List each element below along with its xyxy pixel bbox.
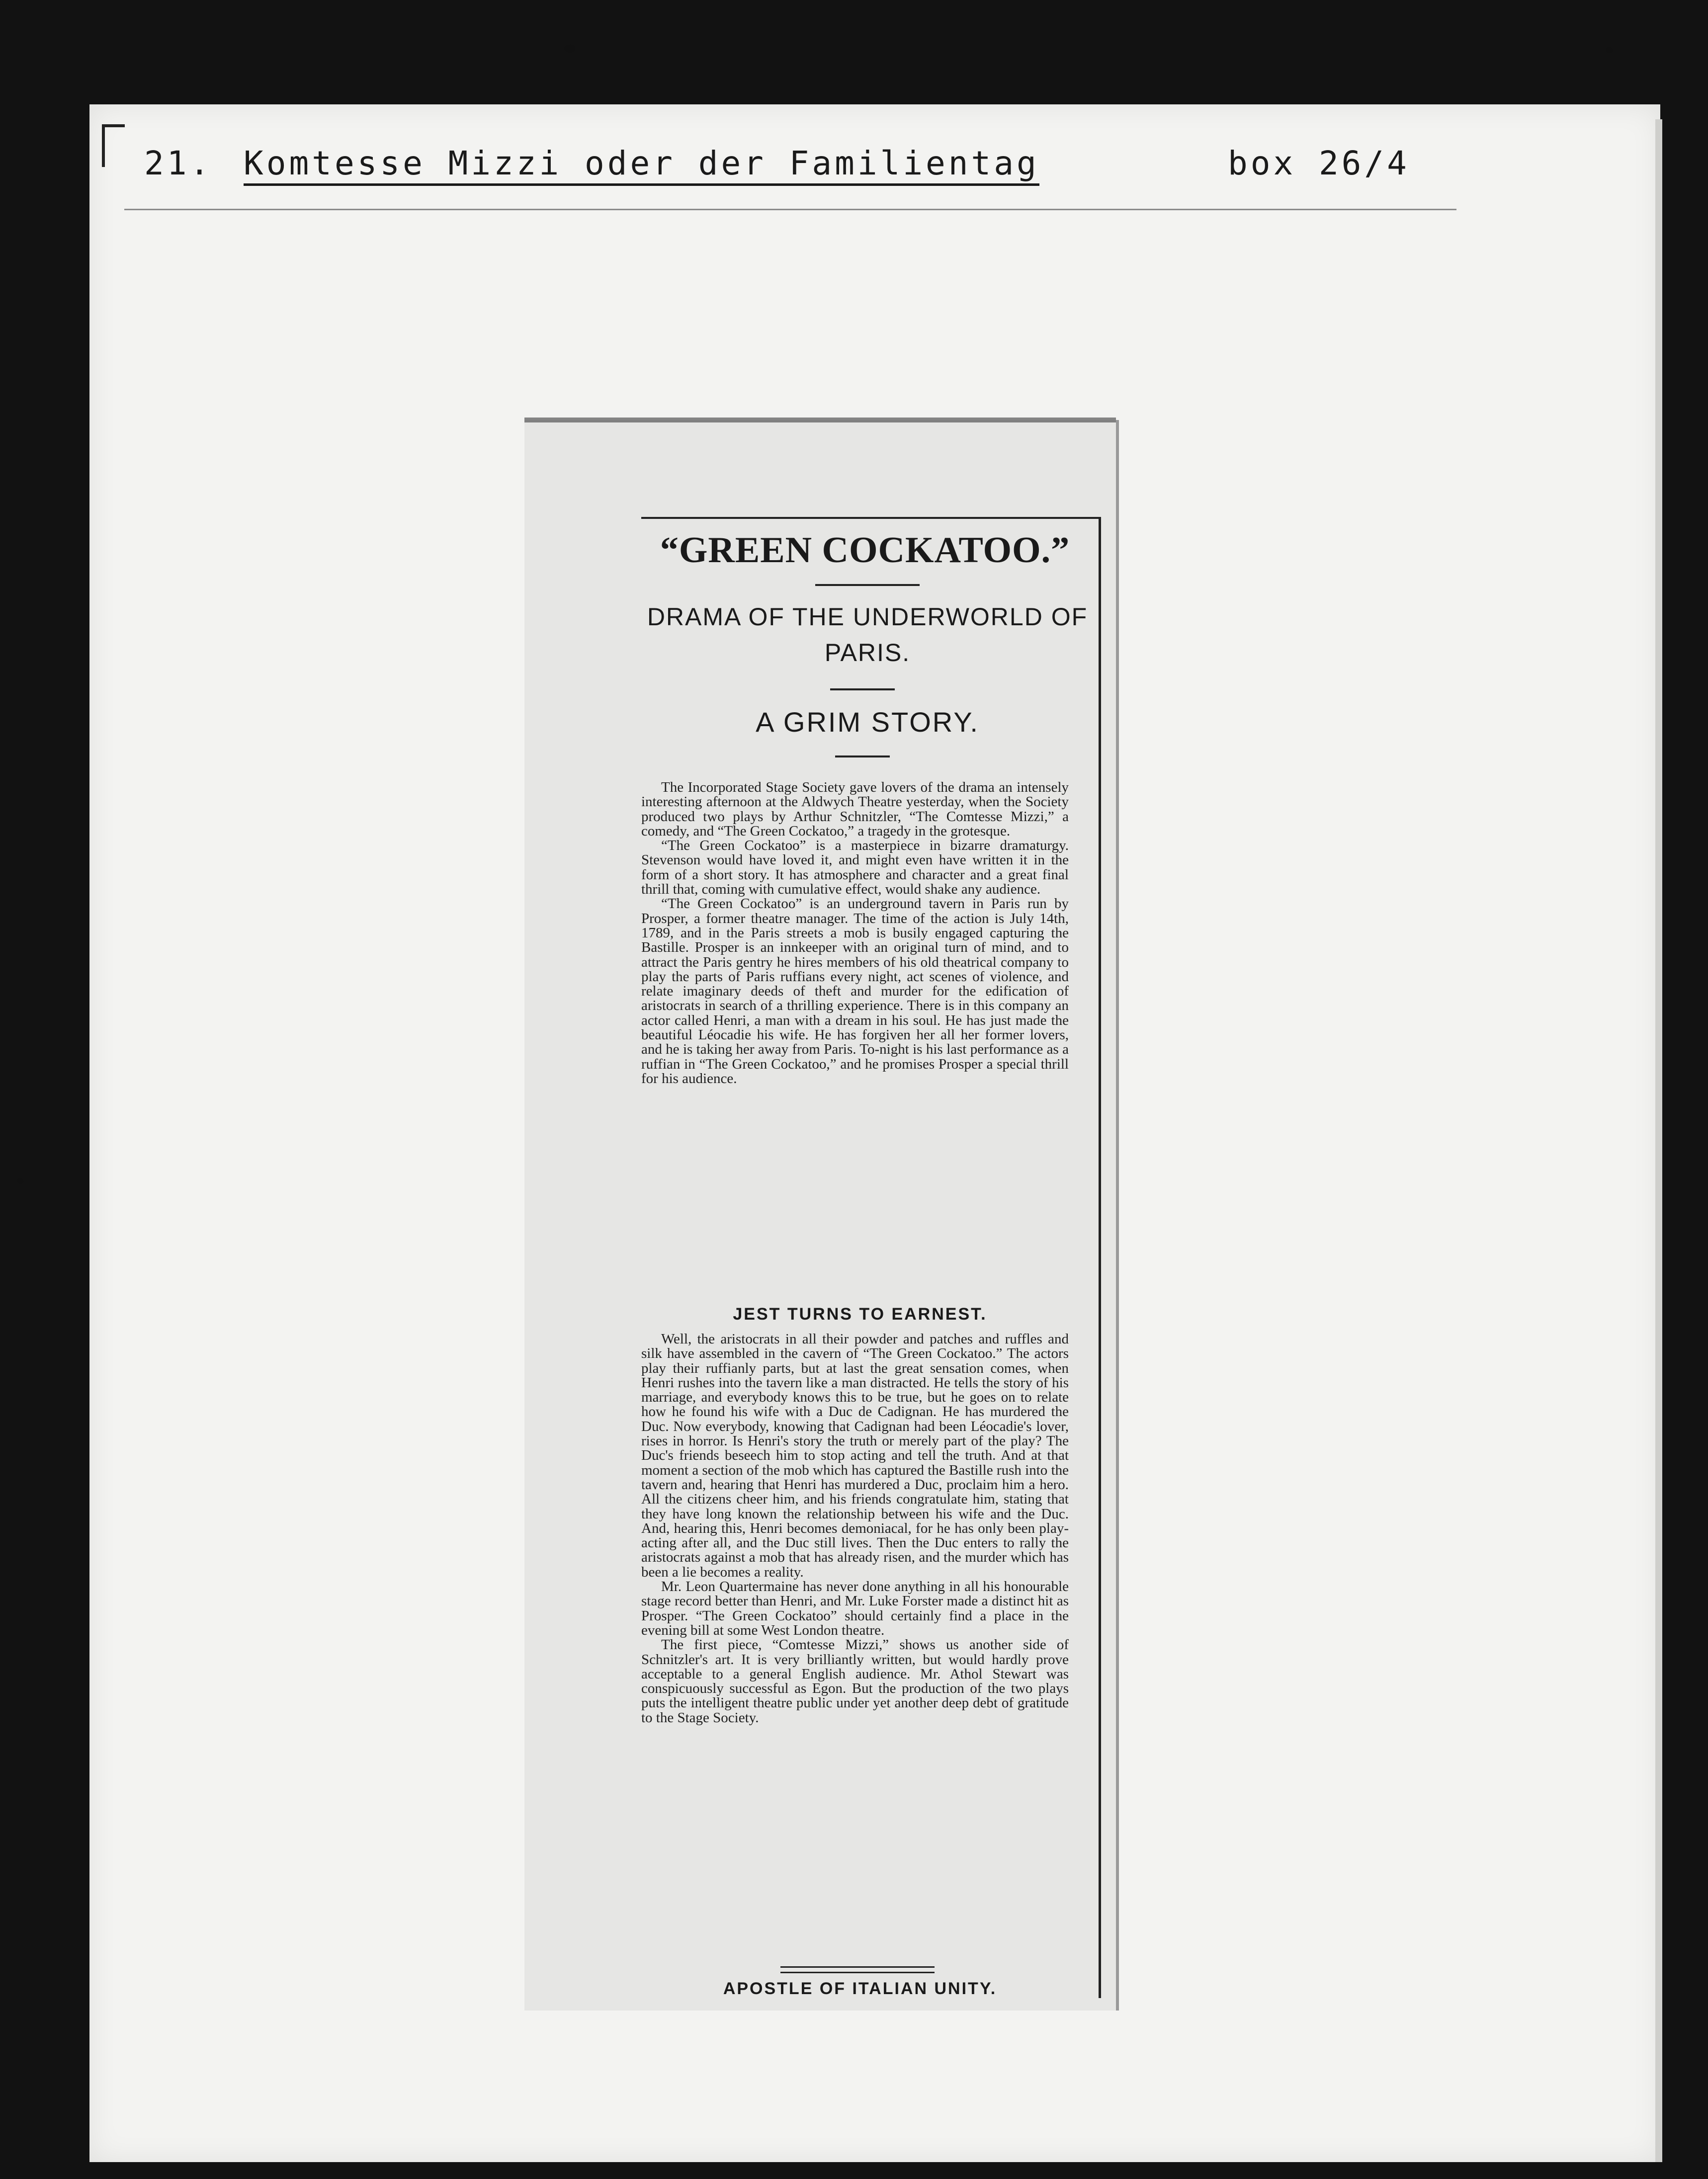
article-body-part-one xyxy=(641,780,1069,1086)
paragraph: The Incorporated Stage Society gave lovers of the drama an intensely interesting afternoon at the Aldwych Theatre yesterday, when the Society produced two plays by Arthur Schnitzler, “The Comtesse Mizzi,” a comedy, and “The Green Cockatoo,” a tragedy in the grotesque. xyxy=(641,779,1069,839)
sheet-edge xyxy=(1655,119,1662,2162)
play-title: Komtesse Mizzi oder der Familientag xyxy=(244,144,1039,186)
header-rule xyxy=(124,209,1456,210)
paragraph: Well, the aristocrats in all their powder and patches and ruffles and silk have assembled in the cavern of “The Green Cockatoo.” The actors play their ruffianly parts, but at last the great sensation comes, when Henri rushes into the tavern like a man distracted. He tells the story of his marriage, and everybody knows this to be true, but he goes on to relate how he found his wife with a Duc de Cadignan. He has murdered the Duc. Now everybody, knowing that Cadignan had been Léocadie's lover, rises in horror. Is Henri's story the truth or merely part of the play? The Duc's friends beseech him to stop acting and tell the truth. And at that moment a section of the mob which has captured the Bastille rush into the tavern and, hearing that Henri has murdered a Duc, proclaim him a hero. All the citizens cheer him, and his friends congratulate him, stating that they have long known the relationship between his wife and the Duc. And, hearing this, Henri becomes demoniacal, for he has only been play-acting after all, and the Duc still lives. Then the Duc enters to rally the aristocrats against a mob that has already risen, and the murder which has been a lie becomes a reality. xyxy=(641,1331,1069,1580)
paragraph: The first piece, “Comtesse Mizzi,” shows us another side of Schnitzler's art. It is very brilliantly written, but would hardly prove acceptable to a general English audience. Mr. Athol Stewart was conspicuously successful as Egon. But the production of the two plays puts the intelligent theatre public under yet another deep debt of gratitude to the Stage Society. xyxy=(641,1637,1069,1726)
dust-speck xyxy=(1606,47,1613,53)
subheadline: DRAMA OF THE UNDERWORLD OF PARIS. xyxy=(647,603,1088,667)
tagline: A GRIM STORY. xyxy=(756,706,979,738)
item-number: 21. xyxy=(144,144,213,182)
paragraph: Mr. Leon Quartermaine has never done anything in all his honourable stage record better than Henri, and Mr. Luke Forster made a distinct hit as Prosper. “The Green Cockatoo” should certainly find a place in the evening bill at some West London theatre. xyxy=(641,1579,1069,1638)
box-label: box 26/4 xyxy=(1228,144,1410,182)
section-subhead: JEST TURNS TO EARNEST. xyxy=(733,1305,987,1324)
subheadline-rule xyxy=(830,688,895,690)
next-article-headline: APOSTLE OF ITALIAN UNITY. xyxy=(723,1979,997,1998)
dust-speck xyxy=(17,1178,23,1184)
corner-mark xyxy=(102,124,125,167)
clipping-torn-edge xyxy=(524,418,1116,437)
article-top-rule xyxy=(641,517,1101,519)
article xyxy=(641,517,1101,1998)
paragraph: “The Green Cockatoo” is a masterpiece in bizarre dramaturgy. Stevenson would have loved it, and might even have written it in the form of a short story. It has atmosphere and character and a great final thrill that, coming with cumulative effect, would shake any audience. xyxy=(641,838,1069,898)
paragraph: “The Green Cockatoo” is an underground tavern in Paris run by Prosper, a former theatre manager. The time of the action is July 14th, 1789, and in the Paris streets a mob is busily engaged capturing the Bastille. Prosper is an innkeeper with an original turn of mind, and to attract the Paris gentry he hires members of his old theatrical company to play the parts of Paris ruffians every night, act scenes of violence, and relate imaginary deeds of theft and murder for the edification of aristocrats in search of a thrilling experience. There is in this company an actor called Henri, a man with a dream in his soul. He has just made the beautiful Léocadie his wife. He has forgiven her all her former lovers, and he is taking her away from Paris. To-night is his last performance as a ruffian in “The Green Cockatoo,” and he promises Prosper a special thrill for his audience. xyxy=(641,896,1069,1087)
headline: “GREEN COCKATOO.” xyxy=(660,530,1070,571)
archive-header xyxy=(144,144,1486,189)
tagline-rule xyxy=(835,755,890,757)
article-body-part-two xyxy=(641,1332,1069,1725)
dust-speck xyxy=(564,45,575,53)
headline-rule xyxy=(815,584,920,586)
article-end-rule xyxy=(780,1966,935,1973)
